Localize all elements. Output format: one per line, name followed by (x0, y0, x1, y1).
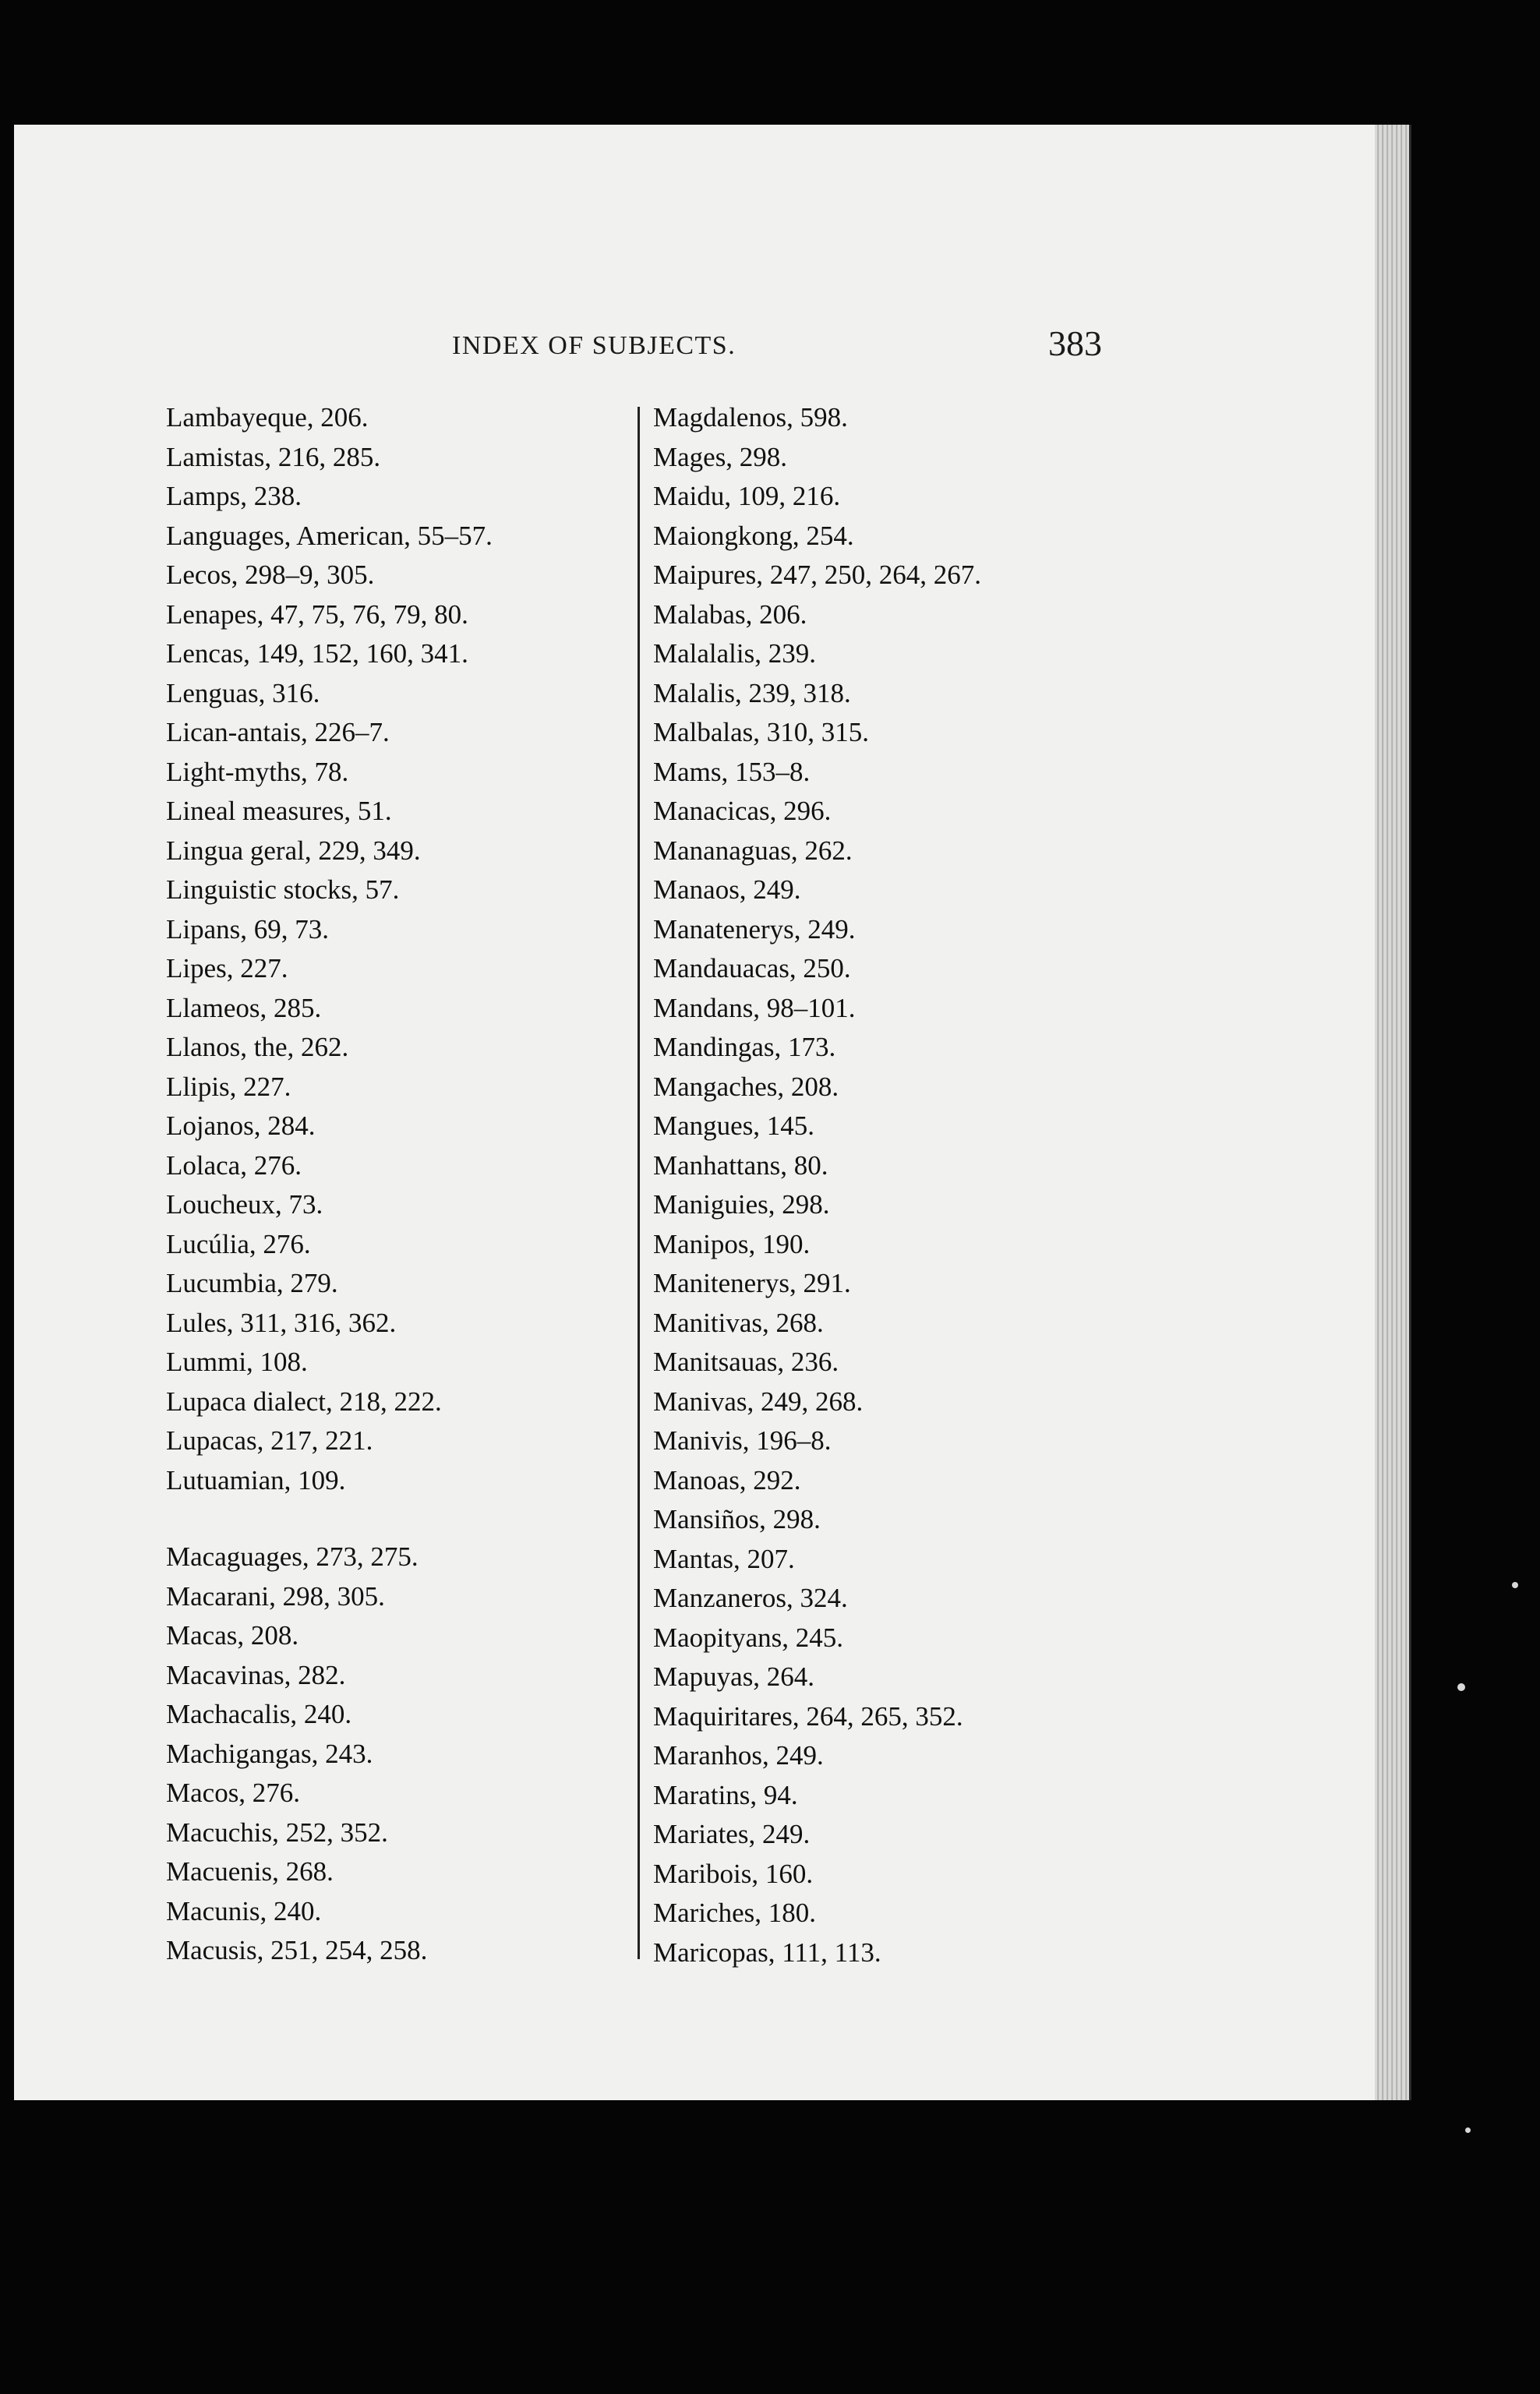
index-entry: Lucúlia, 276. (166, 1228, 311, 1259)
index-entry: Mariates, 249. (653, 1819, 811, 1849)
index-entry: Macusis, 251, 254, 258. (166, 1935, 428, 1965)
index-entry: Maricopas, 111, 113. (653, 1937, 881, 1968)
column-divider (638, 407, 640, 1959)
index-entry: Macarani, 298, 305. (166, 1580, 385, 1612)
index-entry: Macos, 276. (166, 1778, 301, 1808)
index-entry: Mapuyas, 264. (653, 1661, 815, 1692)
index-entry: Manitsauas, 236. (653, 1347, 839, 1377)
index-entry: Mananaguas, 262. (653, 835, 853, 866)
index-entry: Mantas, 207. (653, 1543, 795, 1574)
film-speck (1465, 2127, 1471, 2133)
index-entry: Macuchis, 252, 352. (166, 1817, 388, 1848)
index-entry: Lecos, 298–9, 305. (166, 560, 375, 590)
index-entry: Linguistic stocks, 57. (166, 874, 400, 905)
index-entry: Mages, 298. (653, 441, 788, 472)
index-entry: Manoas, 292. (653, 1464, 801, 1495)
index-entry: Macuenis, 268. (166, 1856, 334, 1887)
index-entry: Manivis, 196–8. (653, 1425, 832, 1456)
index-entry: Lineal measures, 51. (166, 796, 392, 826)
index-entry: Lupaca dialect, 218, 222. (166, 1386, 442, 1417)
index-entry: Malabas, 206. (653, 598, 807, 630)
index-entry: Maratins, 94. (653, 1779, 798, 1810)
index-entry: Machacalis, 240. (166, 1699, 352, 1729)
film-speck (1457, 1683, 1465, 1691)
page-edges (1375, 125, 1411, 2100)
section-gap (166, 1500, 493, 1538)
index-entry: Manatenerys, 249. (653, 913, 856, 945)
index-entry: Lamps, 238. (166, 481, 302, 511)
index-entry: Maiongkong, 254. (653, 520, 854, 551)
index-entry: Lummi, 108. (166, 1347, 308, 1377)
index-entry: Lolaca, 276. (166, 1149, 302, 1181)
index-entry: Maipures, 247, 250, 264, 267. (653, 560, 981, 590)
index-entry: Manivas, 249, 268. (653, 1386, 864, 1417)
index-entry: Manitivas, 268. (653, 1307, 824, 1338)
index-entry: Languages, American, 55–57. (166, 520, 493, 551)
index-entry: Maranhos, 249. (653, 1740, 824, 1771)
index-entry: Macaguages, 273, 275. (166, 1541, 419, 1572)
index-entry: Mandans, 98–101. (653, 992, 856, 1023)
index-column-left (166, 398, 493, 1971)
index-entry: Loucheux, 73. (166, 1189, 323, 1220)
index-entry: Mangues, 145. (653, 1110, 815, 1141)
index-entry: Lencas, 149, 152, 160, 341. (166, 638, 468, 669)
index-entry: Manacicas, 296. (653, 796, 832, 826)
page-header-title: INDEX OF SUBJECTS. (452, 331, 736, 360)
index-entry: Maidu, 109, 216. (653, 481, 841, 511)
index-entry: Lipans, 69, 73. (166, 913, 330, 945)
index-entry: Magdalenos, 598. (653, 402, 848, 433)
index-entry: Lupacas, 217, 221. (166, 1425, 373, 1456)
index-entry: Lules, 311, 316, 362. (166, 1307, 397, 1338)
index-entry: Lojanos, 284. (166, 1110, 316, 1141)
index-entry: Malalis, 239, 318. (653, 677, 851, 708)
index-entry: Macunis, 240. (166, 1895, 322, 1926)
index-entry: Mansiños, 298. (653, 1504, 821, 1534)
index-entry: Manaos, 249. (653, 874, 801, 905)
index-entry: Manhattans, 80. (653, 1149, 828, 1181)
index-entry: Maniguies, 298. (653, 1189, 830, 1220)
index-entry: Mangaches, 208. (653, 1071, 839, 1102)
index-entry: Lenguas, 316. (166, 677, 320, 708)
index-entry: Llanos, the, 262. (166, 1032, 349, 1062)
index-entry: Malbalas, 310, 315. (653, 717, 870, 747)
index-entry: Lican-antais, 226–7. (166, 717, 390, 747)
index-entry: Manitenerys, 291. (653, 1268, 851, 1298)
index-entry: Llameos, 285. (166, 992, 322, 1023)
index-entry: Mams, 153–8. (653, 756, 811, 787)
index-entry: Mandauacas, 250. (653, 953, 851, 983)
index-entry: Lingua geral, 229, 349. (166, 835, 421, 866)
index-entry: Lambayeque, 206. (166, 402, 369, 433)
index-column-right (653, 398, 981, 1972)
film-speck (1512, 1582, 1518, 1588)
index-entry: Manipos, 190. (653, 1228, 811, 1259)
index-entry: Maopityans, 245. (653, 1622, 844, 1653)
index-entry: Mariches, 180. (653, 1898, 816, 1928)
index-entry: Lamistas, 216, 285. (166, 441, 381, 472)
index-entry: Macavinas, 282. (166, 1659, 346, 1690)
index-entry: Macas, 208. (166, 1620, 299, 1651)
index-entry: Malalalis, 239. (653, 638, 816, 669)
index-entry: Llipis, 227. (166, 1071, 291, 1102)
page-number: 383 (1048, 323, 1102, 363)
index-entry: Light-myths, 78. (166, 756, 349, 787)
index-entry: Mandingas, 173. (653, 1032, 836, 1062)
index-entry: Manzaneros, 324. (653, 1583, 848, 1613)
index-entry: Lenapes, 47, 75, 76, 79, 80. (166, 598, 468, 630)
index-entry: Maribois, 160. (653, 1858, 814, 1889)
index-entry: Lucumbia, 279. (166, 1268, 338, 1298)
index-entry: Machigangas, 243. (166, 1738, 373, 1769)
index-entry: Maquiritares, 264, 265, 352. (653, 1700, 963, 1732)
index-entry: Lipes, 227. (166, 953, 288, 983)
index-entry: Lutuamian, 109. (166, 1464, 346, 1495)
